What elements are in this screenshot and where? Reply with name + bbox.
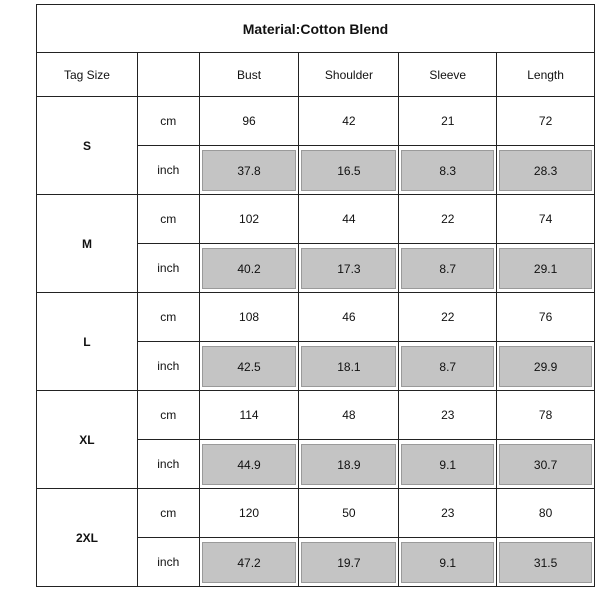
size-chart-body	[37, 5, 595, 587]
bust-value-cell	[199, 146, 299, 195]
length-value-cell	[497, 342, 595, 391]
length-value: 29.9	[499, 346, 592, 387]
bust-value: 40.2	[202, 248, 297, 289]
sleeve-value-cell	[399, 146, 497, 195]
shoulder-value-cell: 44	[299, 195, 399, 244]
size-label: S	[37, 97, 138, 195]
length-value-cell	[497, 538, 595, 587]
shoulder-value-cell	[299, 538, 399, 587]
header-bust: Bust	[199, 53, 299, 97]
sleeve-value: 9.1	[401, 542, 494, 583]
bust-value-cell: 96	[199, 97, 299, 146]
shoulder-value-cell: 48	[299, 391, 399, 440]
sleeve-value-cell	[399, 244, 497, 293]
bust-value-cell: 102	[199, 195, 299, 244]
sleeve-value: 9.1	[401, 444, 494, 485]
bust-value-cell	[199, 440, 299, 489]
header-sleeve: Sleeve	[399, 53, 497, 97]
shoulder-value-cell	[299, 146, 399, 195]
size-label: L	[37, 293, 138, 391]
table-row	[37, 391, 595, 440]
unit-label: cm	[137, 489, 199, 538]
chart-title: Material:Cotton Blend	[37, 5, 595, 53]
length-value: 30.7	[499, 444, 592, 485]
unit-label: inch	[137, 342, 199, 391]
shoulder-value-cell: 42	[299, 97, 399, 146]
shoulder-value-cell	[299, 440, 399, 489]
sleeve-value-cell: 22	[399, 195, 497, 244]
shoulder-value: 19.7	[301, 542, 396, 583]
header-unit	[137, 53, 199, 97]
bust-value: 42.5	[202, 346, 297, 387]
length-value-cell: 72	[497, 97, 595, 146]
length-value-cell: 76	[497, 293, 595, 342]
unit-label: cm	[137, 97, 199, 146]
unit-label: inch	[137, 538, 199, 587]
sleeve-value: 8.3	[401, 150, 494, 191]
size-label: XL	[37, 391, 138, 489]
shoulder-value-cell	[299, 244, 399, 293]
sleeve-value-cell: 23	[399, 391, 497, 440]
sleeve-value: 8.7	[401, 346, 494, 387]
sleeve-value-cell: 21	[399, 97, 497, 146]
shoulder-value: 17.3	[301, 248, 396, 289]
length-value: 28.3	[499, 150, 592, 191]
header-shoulder: Shoulder	[299, 53, 399, 97]
length-value: 31.5	[499, 542, 592, 583]
length-value-cell	[497, 440, 595, 489]
table-row	[37, 489, 595, 538]
bust-value-cell: 120	[199, 489, 299, 538]
sleeve-value-cell	[399, 538, 497, 587]
header-tag-size: Tag Size	[37, 53, 138, 97]
bust-value-cell	[199, 538, 299, 587]
unit-label: cm	[137, 293, 199, 342]
bust-value: 37.8	[202, 150, 297, 191]
unit-label: cm	[137, 195, 199, 244]
shoulder-value: 18.1	[301, 346, 396, 387]
bust-value-cell: 114	[199, 391, 299, 440]
shoulder-value-cell	[299, 342, 399, 391]
shoulder-value-cell: 46	[299, 293, 399, 342]
unit-label: inch	[137, 244, 199, 293]
table-row	[37, 293, 595, 342]
size-label: 2XL	[37, 489, 138, 587]
length-value-cell: 80	[497, 489, 595, 538]
length-value-cell	[497, 244, 595, 293]
sleeve-value-cell	[399, 342, 497, 391]
sleeve-value-cell	[399, 440, 497, 489]
length-value: 29.1	[499, 248, 592, 289]
header-row	[37, 53, 595, 97]
bust-value-cell	[199, 342, 299, 391]
shoulder-value-cell: 50	[299, 489, 399, 538]
length-value-cell	[497, 146, 595, 195]
sleeve-value: 8.7	[401, 248, 494, 289]
length-value-cell: 74	[497, 195, 595, 244]
bust-value-cell	[199, 244, 299, 293]
bust-value: 44.9	[202, 444, 297, 485]
sleeve-value-cell: 23	[399, 489, 497, 538]
title-row	[37, 5, 595, 53]
shoulder-value: 16.5	[301, 150, 396, 191]
length-value-cell: 78	[497, 391, 595, 440]
unit-label: inch	[137, 440, 199, 489]
size-chart-table	[36, 4, 595, 587]
table-row	[37, 195, 595, 244]
sleeve-value-cell: 22	[399, 293, 497, 342]
unit-label: cm	[137, 391, 199, 440]
bust-value: 47.2	[202, 542, 297, 583]
size-label: M	[37, 195, 138, 293]
unit-label: inch	[137, 146, 199, 195]
bust-value-cell: 108	[199, 293, 299, 342]
table-row	[37, 97, 595, 146]
header-length: Length	[497, 53, 595, 97]
shoulder-value: 18.9	[301, 444, 396, 485]
